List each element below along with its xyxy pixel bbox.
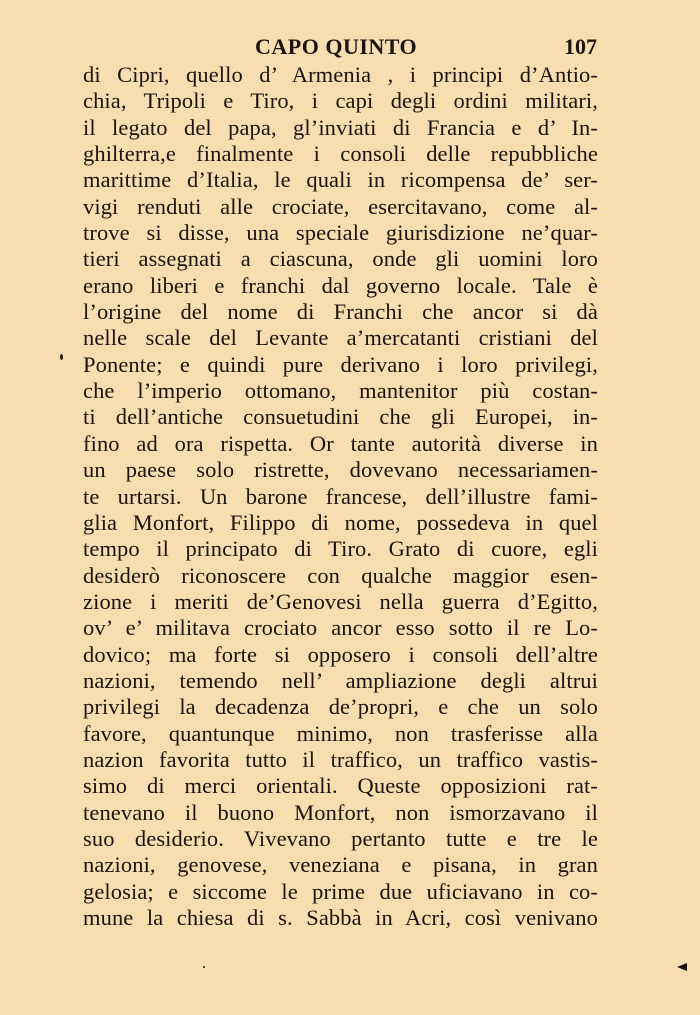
text-line: tempo il principato di Tiro. Grato di cuore, egli	[83, 536, 598, 562]
text-line: nazioni, genovese, veneziana e pisana, in gran	[83, 852, 598, 878]
text-line: desiderò riconoscere con qualche maggior esen-	[83, 562, 598, 588]
text-line: erano liberi e franchi dal governo locale. Tale è	[83, 272, 598, 298]
text-line: nazion favorita tutto il traffico, un traffico vastis-	[83, 746, 598, 772]
text-line: il legato del papa, gl’inviati di Francia e d’ In-	[83, 114, 598, 140]
ink-speck	[203, 966, 205, 968]
text-line: fino ad ora rispetta. Or tante autorità diverse in	[83, 430, 598, 456]
text-line: glia Monfort, Filippo di nome, possedeva in quel	[83, 509, 598, 535]
text-line: suo desiderio. Vivevano pertanto tutte e tre le	[83, 825, 598, 851]
text-line: tieri assegnati a ciascuna, onde gli uomini loro	[83, 246, 598, 272]
text-line: privilegi la decadenza de’propri, e che un solo	[83, 694, 598, 720]
text-line: chia, Tripoli e Tiro, i capi degli ordini militari,	[83, 88, 598, 114]
text-line: nazioni, temendo nell’ ampliazione degli altrui	[83, 667, 598, 693]
text-line: gelosia; e siccome le prime due uficiavano in co-	[83, 878, 598, 904]
text-line: Ponente; e quindi pure derivano i loro privilegi,	[83, 351, 598, 377]
text-line: che l’imperio ottomano, mantenitor più costan-	[83, 378, 598, 404]
text-line: favore, quantunque minimo, non trasferisse alla	[83, 720, 598, 746]
text-line: ov’ e’ militava crociato ancor esso sotto il re Lo-	[83, 615, 598, 641]
text-line: nelle scale del Levante a’mercatanti cristiani del	[83, 325, 598, 351]
text-line: marittime d’Italia, le quali in ricompensa de’ ser-	[83, 167, 598, 193]
text-line: ti dell’antiche consuetudini che gli Europei, in-	[83, 404, 598, 430]
text-line: vigi renduti alle crociate, esercitavano, come al-	[83, 193, 598, 219]
text-line: simo di merci orientali. Queste opposizioni rat-	[83, 773, 598, 799]
body-text	[83, 62, 598, 931]
running-head: CAPO QUINTO	[255, 34, 418, 59]
text-line: te urtarsi. Un barone francese, dell’illustre fami-	[83, 483, 598, 509]
text-line: mune la chiesa di s. Sabbà in Acri, così venivano	[83, 905, 598, 930]
page-number: 107	[564, 34, 597, 59]
text-line: l’origine del nome di Franchi che ancor si dà	[83, 299, 598, 325]
text-line: trove si disse, una speciale giurisdizione ne’quar-	[83, 220, 598, 246]
corner-arrow-icon	[677, 963, 687, 971]
text-line: un paese solo ristrette, dovevano necessariamen-	[83, 457, 598, 483]
text-line: tenevano il buono Monfort, non ismorzavano il	[83, 799, 598, 825]
text-line: zione i meriti de’Genovesi nella guerra d’Egitto,	[83, 588, 598, 614]
text-line: dovico; ma forte si opposero i consoli dell’altre	[83, 641, 598, 667]
text-line: di Cipri, quello d’ Armenia , i principi d’Antio-	[83, 62, 598, 87]
ink-speck	[60, 354, 63, 360]
text-line: ghilterra,e finalmente i consoli delle repubbliche	[83, 141, 598, 167]
